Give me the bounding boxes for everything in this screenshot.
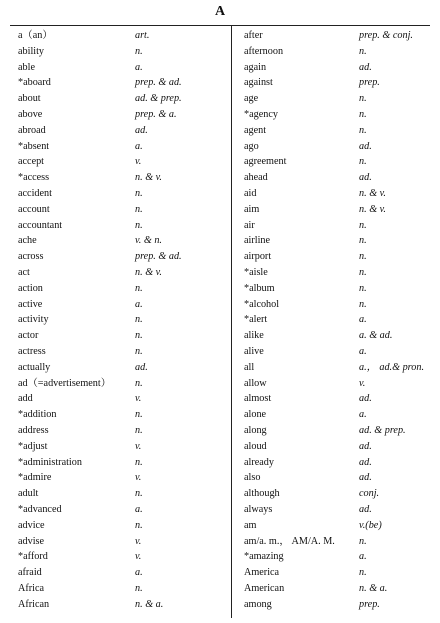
vocab-entry <box>232 202 440 218</box>
vocab-entry <box>232 486 440 502</box>
vocab-entry <box>0 75 231 91</box>
entry-part-of-speech: v. & n. <box>135 235 162 247</box>
entry-part-of-speech: a. <box>135 567 143 579</box>
entry-word: aloud <box>244 440 267 452</box>
entry-part-of-speech: n. <box>359 567 367 579</box>
vocab-entry <box>0 597 231 613</box>
entry-word: act <box>18 266 30 278</box>
entry-part-of-speech: a. <box>135 503 143 515</box>
entry-word: across <box>18 251 44 263</box>
entry-word: America <box>244 567 280 579</box>
entry-part-of-speech: n. <box>135 187 143 199</box>
entry-part-of-speech: n. <box>359 45 367 57</box>
entry-word: *agency <box>244 108 278 120</box>
vocab-entry <box>0 486 231 502</box>
entry-word: alive <box>244 345 264 357</box>
entry-part-of-speech: n. <box>359 298 367 310</box>
vocab-entry <box>0 423 231 439</box>
entry-part-of-speech: a. <box>135 298 143 310</box>
entry-part-of-speech: ad. & prep. <box>135 93 182 105</box>
vocab-entry <box>232 75 440 91</box>
vocab-entry <box>232 407 440 423</box>
entry-word: agreement <box>244 156 287 168</box>
entry-word: although <box>244 488 280 500</box>
vocab-entry <box>0 107 231 123</box>
entry-word: ahead <box>244 172 268 184</box>
vocab-entry <box>0 186 231 202</box>
entry-part-of-speech: v.(be) <box>359 519 382 531</box>
vocab-entry <box>0 91 231 107</box>
entry-part-of-speech: n. <box>359 266 367 278</box>
entry-part-of-speech: ad. <box>359 172 372 184</box>
entry-word: *adjust <box>18 440 48 452</box>
entry-part-of-speech: n. <box>359 108 367 120</box>
entry-word: ability <box>18 45 45 57</box>
entry-part-of-speech: ad. <box>359 61 372 73</box>
vocab-entry <box>0 249 231 265</box>
vocab-entry <box>0 297 231 313</box>
entry-part-of-speech: prep. & ad. <box>135 77 182 89</box>
entry-part-of-speech: ad. <box>359 503 372 515</box>
vocab-entry <box>0 202 231 218</box>
entry-word: *alert <box>244 314 268 326</box>
entry-word: ad（=advertisement） <box>18 377 111 389</box>
entry-word: am/a. m.， AM/A. M. <box>244 535 335 547</box>
entry-word: after <box>244 30 263 41</box>
vocab-entry <box>0 470 231 486</box>
entry-part-of-speech: n. & v. <box>359 203 386 215</box>
vocab-entry <box>232 360 440 376</box>
entry-part-of-speech: n. & v. <box>135 266 162 278</box>
entry-part-of-speech: ad. & prep. <box>359 424 406 436</box>
vocab-entry <box>0 344 231 360</box>
vocab-entry <box>0 360 231 376</box>
vocab-entry <box>0 391 231 407</box>
entry-part-of-speech: n. <box>359 124 367 136</box>
entry-word: actor <box>18 330 39 342</box>
entry-word: about <box>18 93 41 105</box>
vocab-entry <box>0 218 231 234</box>
entry-word: always <box>244 503 273 515</box>
entry-word: alone <box>244 409 267 421</box>
entry-word: agent <box>244 124 267 136</box>
entry-part-of-speech: n. & a. <box>135 598 164 610</box>
vocab-entry <box>232 439 440 455</box>
entry-part-of-speech: n. <box>135 219 143 231</box>
entry-part-of-speech: v. <box>135 535 142 547</box>
entry-part-of-speech: n. <box>359 235 367 247</box>
entry-word: *alcohol <box>244 298 280 310</box>
entry-part-of-speech: n. <box>359 282 367 294</box>
entry-part-of-speech: prep. <box>359 77 380 89</box>
entry-part-of-speech: n. & a. <box>359 582 388 594</box>
entry-word: age <box>244 93 259 105</box>
entry-word: accountant <box>18 219 63 231</box>
entry-word: against <box>244 77 273 89</box>
entry-word: along <box>244 424 267 436</box>
vocab-entry <box>232 28 440 44</box>
entry-part-of-speech: n. <box>135 582 143 594</box>
entry-part-of-speech: ad. <box>359 472 372 484</box>
entry-part-of-speech: ad. <box>359 393 372 405</box>
entry-part-of-speech: n. <box>135 330 143 342</box>
entry-part-of-speech: n. <box>359 219 367 231</box>
vocab-entry <box>0 281 231 297</box>
left-word-column <box>0 28 231 612</box>
entry-part-of-speech: conj. <box>359 488 380 500</box>
vocab-entry <box>0 233 231 249</box>
vocab-entry <box>232 139 440 155</box>
entry-part-of-speech: n. <box>359 535 367 547</box>
entry-word: add <box>18 393 33 405</box>
entry-word: advise <box>18 535 45 547</box>
entry-part-of-speech: n. <box>135 314 143 326</box>
vocab-entry <box>232 518 440 534</box>
entry-part-of-speech: n. <box>135 282 143 294</box>
entry-part-of-speech: prep. <box>359 598 380 610</box>
vocab-entry <box>0 502 231 518</box>
vocab-entry <box>232 534 440 550</box>
entry-part-of-speech: v. <box>135 393 142 405</box>
entry-word: *addition <box>18 409 57 421</box>
entry-part-of-speech: n. <box>135 409 143 421</box>
vocab-entry <box>232 281 440 297</box>
entry-part-of-speech: n. <box>135 377 143 389</box>
page-heading: A <box>214 4 226 19</box>
entry-part-of-speech: a. <box>359 345 367 357</box>
entry-part-of-speech: v. <box>135 440 142 452</box>
entry-word: accident <box>18 187 52 199</box>
vocab-entry <box>232 218 440 234</box>
entry-word: afraid <box>18 567 42 579</box>
entry-word: above <box>18 108 43 120</box>
vocab-entry <box>232 91 440 107</box>
entry-word: actress <box>18 345 46 357</box>
entry-word: almost <box>244 393 272 405</box>
entry-part-of-speech: prep. & a. <box>135 108 177 120</box>
entry-part-of-speech: a.， ad.& pron. <box>359 361 424 373</box>
entry-part-of-speech: n. <box>359 93 367 105</box>
vocab-entry <box>232 107 440 123</box>
vocab-entry <box>232 470 440 486</box>
entry-part-of-speech: n. <box>135 45 143 57</box>
entry-word: ago <box>244 140 259 152</box>
vocab-entry <box>232 344 440 360</box>
vocab-entry <box>0 565 231 581</box>
vocab-entry <box>0 376 231 392</box>
entry-word: *afford <box>18 551 48 563</box>
entry-part-of-speech: v. <box>135 156 142 168</box>
entry-word: again <box>244 61 267 73</box>
vocab-entry <box>0 518 231 534</box>
entry-word: ache <box>18 235 37 247</box>
entry-part-of-speech: ad. <box>135 124 148 136</box>
entry-part-of-speech: ad. <box>135 361 148 373</box>
entry-part-of-speech: ad. <box>359 140 372 152</box>
vocab-entry <box>0 60 231 76</box>
entry-word: afternoon <box>244 45 284 57</box>
entry-part-of-speech: n. <box>135 203 143 215</box>
vocab-entry <box>232 297 440 313</box>
entry-word: *aboard <box>18 77 51 89</box>
entry-part-of-speech: n. & v. <box>135 172 162 184</box>
entry-word: *access <box>18 172 50 184</box>
entry-part-of-speech: a. <box>359 409 367 421</box>
vocab-entry <box>0 312 231 328</box>
entry-part-of-speech: a. & ad. <box>359 330 393 342</box>
vocab-entry <box>232 391 440 407</box>
entry-part-of-speech: n. <box>135 424 143 436</box>
vocab-entry <box>232 565 440 581</box>
vocab-entry <box>232 154 440 170</box>
vocab-entry <box>0 549 231 565</box>
entry-word: Africa <box>18 582 45 594</box>
entry-part-of-speech: n. <box>135 456 143 468</box>
entry-word: alike <box>244 330 264 342</box>
vocab-entry <box>232 549 440 565</box>
vocab-entry <box>232 170 440 186</box>
entry-part-of-speech: art. <box>135 30 150 41</box>
entry-word: already <box>244 456 274 468</box>
entry-part-of-speech: n. <box>359 251 367 263</box>
vocab-entry <box>0 170 231 186</box>
top-divider <box>10 25 430 26</box>
entry-word: African <box>18 598 50 610</box>
vocab-entry <box>232 597 440 613</box>
vocab-entry <box>232 60 440 76</box>
entry-word: *amazing <box>244 551 284 563</box>
entry-word: advice <box>18 519 45 531</box>
vocab-entry <box>0 439 231 455</box>
entry-word: airline <box>244 235 271 247</box>
entry-word: *admire <box>18 472 52 484</box>
entry-word: air <box>244 219 255 231</box>
entry-part-of-speech: v. <box>135 551 142 563</box>
entry-word: also <box>244 472 261 484</box>
entry-word: aid <box>244 187 257 199</box>
entry-word: allow <box>244 377 267 389</box>
entry-word: *album <box>244 282 275 294</box>
entry-word: *advanced <box>18 503 62 515</box>
vocab-entry <box>232 376 440 392</box>
entry-part-of-speech: ad. <box>359 456 372 468</box>
vocab-entry <box>0 328 231 344</box>
vocab-entry <box>232 581 440 597</box>
vocab-entry <box>232 186 440 202</box>
entry-word: *absent <box>18 140 50 152</box>
entry-word: able <box>18 61 35 73</box>
right-word-column <box>232 28 440 612</box>
entry-part-of-speech: v. <box>359 377 366 389</box>
vocab-entry <box>0 265 231 281</box>
entry-word: *aisle <box>244 266 268 278</box>
entry-word: am <box>244 519 257 531</box>
vocab-entry <box>232 423 440 439</box>
entry-part-of-speech: prep. & ad. <box>135 251 182 263</box>
entry-part-of-speech: n. <box>135 519 143 531</box>
vocab-entry <box>232 44 440 60</box>
entry-part-of-speech: ad. <box>359 440 372 452</box>
vocab-entry <box>232 233 440 249</box>
entry-word: actually <box>18 361 51 373</box>
entry-word: action <box>18 282 43 294</box>
entry-word: activity <box>18 314 49 326</box>
vocab-entry <box>232 455 440 471</box>
vocab-entry <box>0 28 231 44</box>
entry-part-of-speech: a. <box>135 140 143 152</box>
vocab-entry <box>0 407 231 423</box>
vocab-entry <box>232 249 440 265</box>
vocab-entry <box>0 154 231 170</box>
entry-word: account <box>18 203 50 215</box>
entry-part-of-speech: a. <box>359 551 367 563</box>
entry-part-of-speech: a. <box>359 314 367 326</box>
entry-word: *administration <box>18 456 82 468</box>
entry-part-of-speech: prep. & conj. <box>359 30 413 41</box>
entry-word: accept <box>18 156 45 168</box>
vocab-entry <box>0 139 231 155</box>
vocab-entry <box>0 455 231 471</box>
vocab-entry <box>232 328 440 344</box>
entry-word: abroad <box>18 124 46 136</box>
vocab-entry <box>0 534 231 550</box>
vocab-entry <box>0 44 231 60</box>
vocab-entry <box>232 502 440 518</box>
entry-part-of-speech: n. <box>135 488 143 500</box>
entry-part-of-speech: n. <box>359 156 367 168</box>
entry-part-of-speech: n. & v. <box>359 187 386 199</box>
vocab-entry <box>232 312 440 328</box>
entry-word: among <box>244 598 272 610</box>
entry-word: active <box>18 298 43 310</box>
entry-word: aim <box>244 203 260 215</box>
entry-word: American <box>244 582 285 594</box>
entry-part-of-speech: n. <box>135 345 143 357</box>
entry-word: airport <box>244 251 272 263</box>
entry-word: all <box>244 361 255 373</box>
entry-part-of-speech: v. <box>135 472 142 484</box>
entry-part-of-speech: a. <box>135 61 143 73</box>
vocab-entry <box>0 123 231 139</box>
vocab-entry <box>232 123 440 139</box>
entry-word: address <box>18 424 49 436</box>
vocab-entry <box>0 581 231 597</box>
entry-word: a（an） <box>18 30 53 41</box>
vocab-entry <box>232 265 440 281</box>
entry-word: adult <box>18 488 39 500</box>
